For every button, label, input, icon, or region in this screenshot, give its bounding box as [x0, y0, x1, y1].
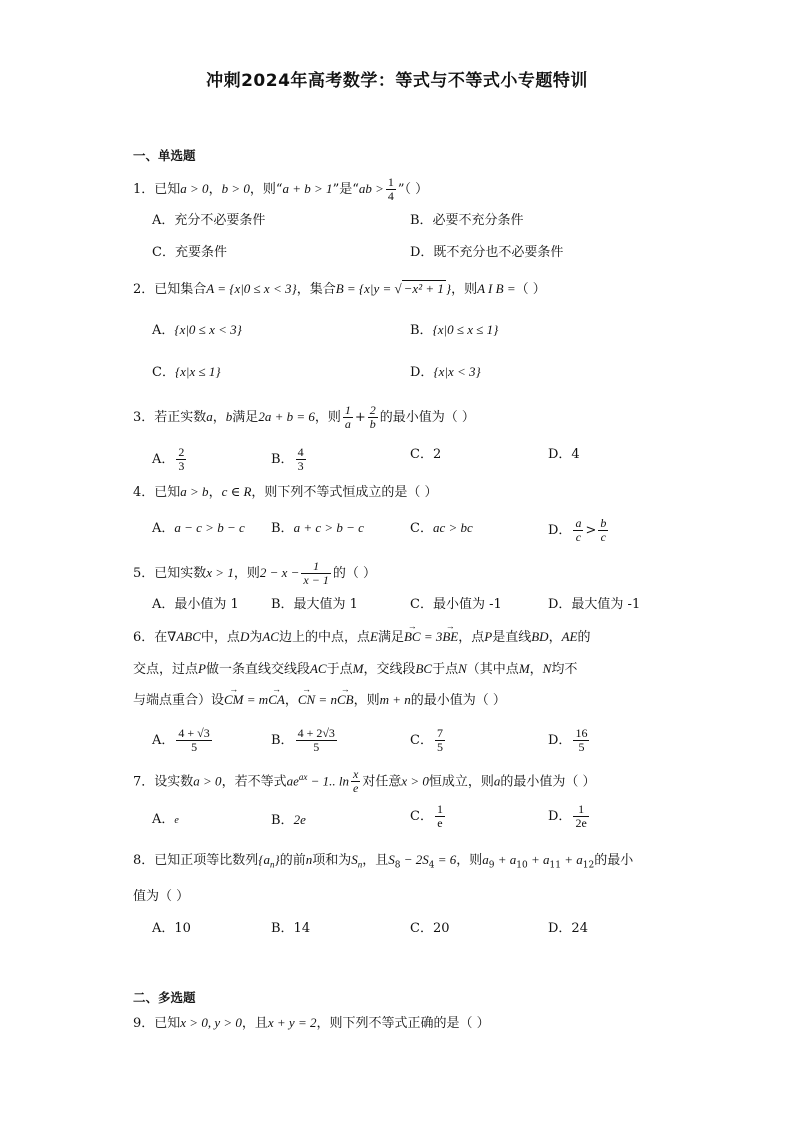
question-6-line-1: 6．在∇ABC中，点D为AC边上的中点，点E满足→ BC = 3→ BE，点P是直线BD，AE的 — [133, 628, 591, 647]
q6-option-b: B． $\frac{4 + 2√3}{5}$ — [271, 726, 335, 754]
q5-option-a: A．最小值为 1 — [152, 597, 239, 612]
q5-option-c: C．最小值为 -1 — [410, 597, 502, 612]
question-8-line-2: 值为（ ） — [133, 889, 190, 904]
q1-option-a: A．充分不必要条件 — [152, 213, 266, 228]
q2-option-b: B．{x|0 ≤ x ≤ 1} — [410, 322, 499, 338]
q5-option-b: B．最大值为 1 — [271, 597, 358, 612]
q7-option-c: C． $\frac{1}{e}$ — [410, 802, 443, 830]
question-4-stem: 4．已知a > b，c ∈ R，则下列不等式恒成立的是（ ） — [133, 484, 438, 500]
q8-option-a: A．10 — [152, 921, 191, 936]
question-3-stem: 3．若正实数a，b满足2a + b = 6，则 $\frac{1}{a}$ + $\frac{2}{b}$ 的最小值为（ ） — [133, 403, 475, 431]
q8-option-c: C．20 — [410, 921, 450, 936]
question-1-stem: 1．已知a > 0，b > 0，则“a + b > 1”是“ab > $\frac{1}{4}$ ”（ ） — [133, 175, 429, 203]
q7-option-d: D． $\frac{1}{2e}$ — [548, 802, 587, 830]
q7-option-b: B．2e — [271, 812, 306, 828]
page-title: 冲刺2024年高考数学：等式与不等式小专题特训 — [206, 71, 588, 91]
question-8-line-1: 8．已知正项等比数列$\{a_n\}$的前n项和为$S_n$，且$S_8 - 2S_4 = 6$，则$a_9 + a_{10} + a_{11} + a_{12}$的最小 — [133, 852, 634, 871]
q5-option-d: D．最大值为 -1 — [548, 597, 641, 612]
q2-option-c: C．{x|x ≤ 1} — [152, 364, 221, 380]
q6-option-d: D． $\frac{16}{5}$ — [548, 726, 588, 754]
q1-option-c: C．充要条件 — [152, 245, 227, 260]
q4-option-a: A．a − c > b − c — [152, 520, 245, 536]
question-6-line-2: 交点，过点P做一条直线交线段AC于点M，交线段BC于点N（其中点M，N均不 — [133, 661, 578, 677]
q8-option-b: B．14 — [271, 921, 311, 936]
question-5-stem: 5．已知实数x > 1，则2 − x − $\frac{1}{x - 1}$ 的（ ） — [133, 559, 376, 587]
q6-option-a: A． $\frac{4 + √3}{5}$ — [152, 726, 210, 754]
q6-option-c: C． $\frac{7}{5}$ — [410, 726, 443, 754]
q4-option-b: B．a + c > b − c — [271, 520, 364, 536]
q3-option-c: C．2 — [410, 447, 442, 462]
question-6-line-3: 与端点重合）设→ CM = m→ CA，→ CN = n→ CB，则m + n的最小值为（ ） — [133, 691, 506, 710]
question-9-stem: 9．已知x > 0, y > 0，且x + y = 2，则下列不等式正确的是（ ） — [133, 1015, 490, 1031]
q3-option-d: D．4 — [548, 447, 580, 462]
q7-option-a: A．e — [152, 812, 179, 827]
section-multiple-choice: 二、多选题 — [133, 990, 196, 1005]
question-7-stem: 7．设实数a > 0，若不等式$ae^{ax} - 1$.. ln $\frac{x}{e}$ 对任意x > 0恒成立，则a的最小值为（ ） — [133, 767, 596, 796]
q4-option-d: D． $\frac{a}{c}$ > $\frac{b}{c}$ — [548, 516, 607, 544]
section-single-choice: 一、单选题 — [133, 148, 196, 163]
q4-option-c: C．ac > bc — [410, 520, 473, 536]
q1-option-b: B．必要不充分条件 — [410, 213, 524, 228]
q8-option-d: D．24 — [548, 921, 588, 936]
q3-option-b: B． $\frac{4}{3}$ — [271, 445, 304, 473]
q2-option-d: D．{x|x < 3} — [410, 364, 481, 380]
q2-option-a: A．{x|0 ≤ x < 3} — [152, 322, 242, 338]
question-2-stem: 2．已知集合A = {x|0 ≤ x < 3}，集合B = {x|y = √ −x² + 1 }，则A I B =（ ） — [133, 281, 546, 297]
q1-option-d: D．既不充分也不必要条件 — [410, 245, 564, 260]
q3-option-a: A． $\frac{2}{3}$ — [152, 445, 185, 473]
